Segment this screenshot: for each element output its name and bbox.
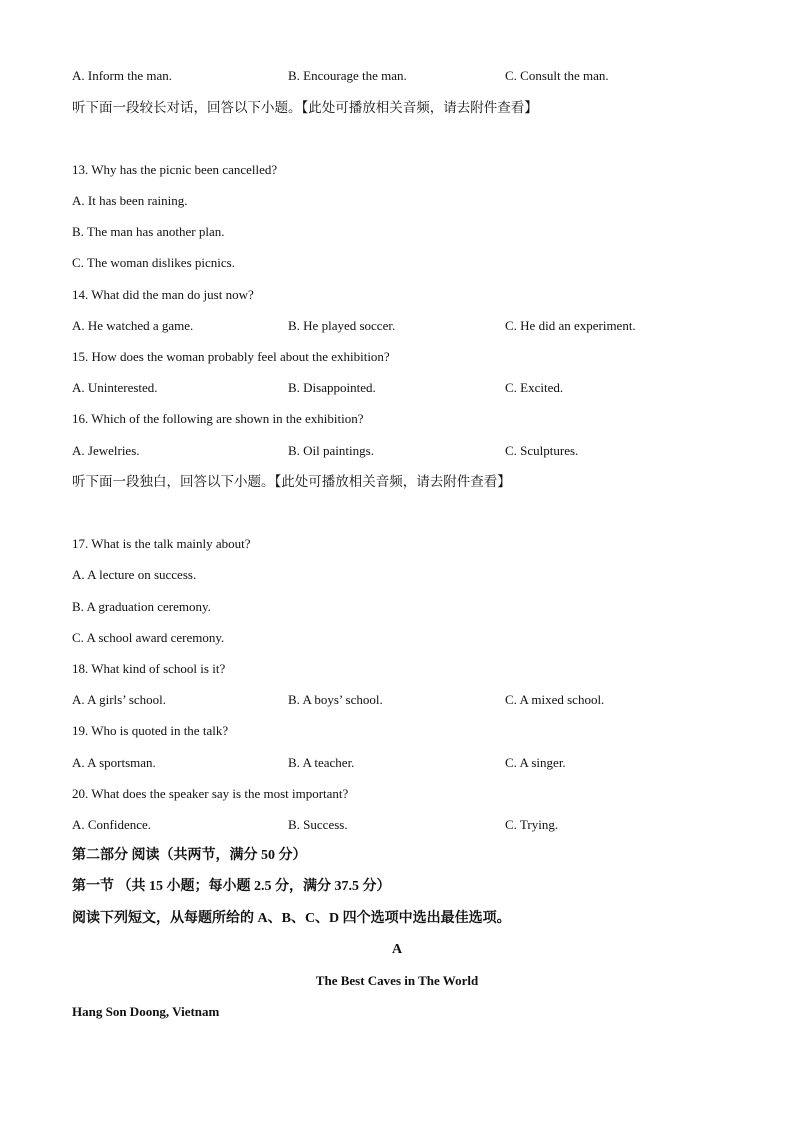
q20-option-b: B. Success. (288, 817, 348, 832)
q19-option-c: C. A singer. (505, 755, 566, 770)
q17-question: 17. What is the talk mainly about? (72, 536, 251, 551)
q16-option-b: B. Oil paintings. (288, 443, 374, 458)
q16-option-c: C. Sculptures. (505, 443, 579, 458)
q20-options (72, 817, 722, 833)
q18-option-c: C. A mixed school. (505, 692, 605, 707)
q17-option-c: C. A school award ceremony. (72, 630, 225, 645)
q12-option-a: A. Inform the man. (72, 68, 173, 83)
q15-options (72, 380, 722, 396)
q18-option-b: B. A boys’ school. (288, 692, 383, 707)
q16-options (72, 443, 722, 459)
q14-question: 14. What did the man do just now? (72, 287, 254, 302)
q13-question: 13. Why has the picnic been cancelled? (72, 162, 278, 177)
cave-subheading: Hang Son Doong, Vietnam (72, 1004, 220, 1019)
section1-heading: 第一节 （共 15 小题；每小题 2.5 分，满分 37.5 分） (72, 879, 391, 894)
q13-option-c: C. The woman dislikes picnics. (72, 255, 235, 270)
q19-option-a: A. A sportsman. (72, 755, 156, 770)
q15-option-b: B. Disappointed. (288, 380, 376, 395)
reading-instruction: 阅读下列短文，从每题所给的 A、B、C、D 四个选项中选出最佳选项。 (72, 911, 511, 926)
part2-heading: 第二部分 阅读（共两节，满分 50 分） (72, 848, 307, 863)
q20-option-c: C. Trying. (505, 817, 559, 832)
q17-option-a: A. A lecture on success. (72, 567, 197, 582)
instruction-long-dialogue: 听下面一段较长对话，回答以下小题。【此处可播放相关音频，请去附件查看】 (72, 100, 538, 115)
q19-question: 19. Who is quoted in the talk? (72, 723, 229, 738)
q20-option-a: A. Confidence. (72, 817, 152, 832)
q18-question: 18. What kind of school is it? (72, 661, 226, 676)
q13-option-a: A. It has been raining. (72, 193, 188, 208)
q18-option-a: A. A girls’ school. (72, 692, 167, 707)
q15-option-a: A. Uninterested. (72, 380, 158, 395)
q12-options (72, 68, 722, 84)
q17-option-b: B. A graduation ceremony. (72, 599, 211, 614)
passage-letter: A (391, 942, 403, 957)
q12-option-b: B. Encourage the man. (288, 68, 407, 83)
q18-options (72, 692, 722, 708)
q15-option-c: C. Excited. (505, 380, 564, 395)
q16-option-a: A. Jewelries. (72, 443, 140, 458)
q15-question: 15. How does the woman probably feel about the exhibition? (72, 349, 390, 364)
q19-options (72, 755, 722, 771)
q14-options (72, 318, 722, 334)
q14-option-c: C. He did an experiment. (505, 318, 636, 333)
q20-question: 20. What does the speaker say is the most important? (72, 786, 349, 801)
q14-option-a: A. He watched a game. (72, 318, 194, 333)
passage-title: The Best Caves in The World (315, 973, 479, 988)
q13-option-b: B. The man has another plan. (72, 224, 225, 239)
q14-option-b: B. He played soccer. (288, 318, 396, 333)
q12-option-c: C. Consult the man. (505, 68, 609, 83)
q16-question: 16. Which of the following are shown in the exhibition? (72, 411, 364, 426)
q19-option-b: B. A teacher. (288, 755, 355, 770)
instruction-monologue: 听下面一段独白，回答以下小题。【此处可播放相关音频，请去附件查看】 (72, 474, 511, 489)
